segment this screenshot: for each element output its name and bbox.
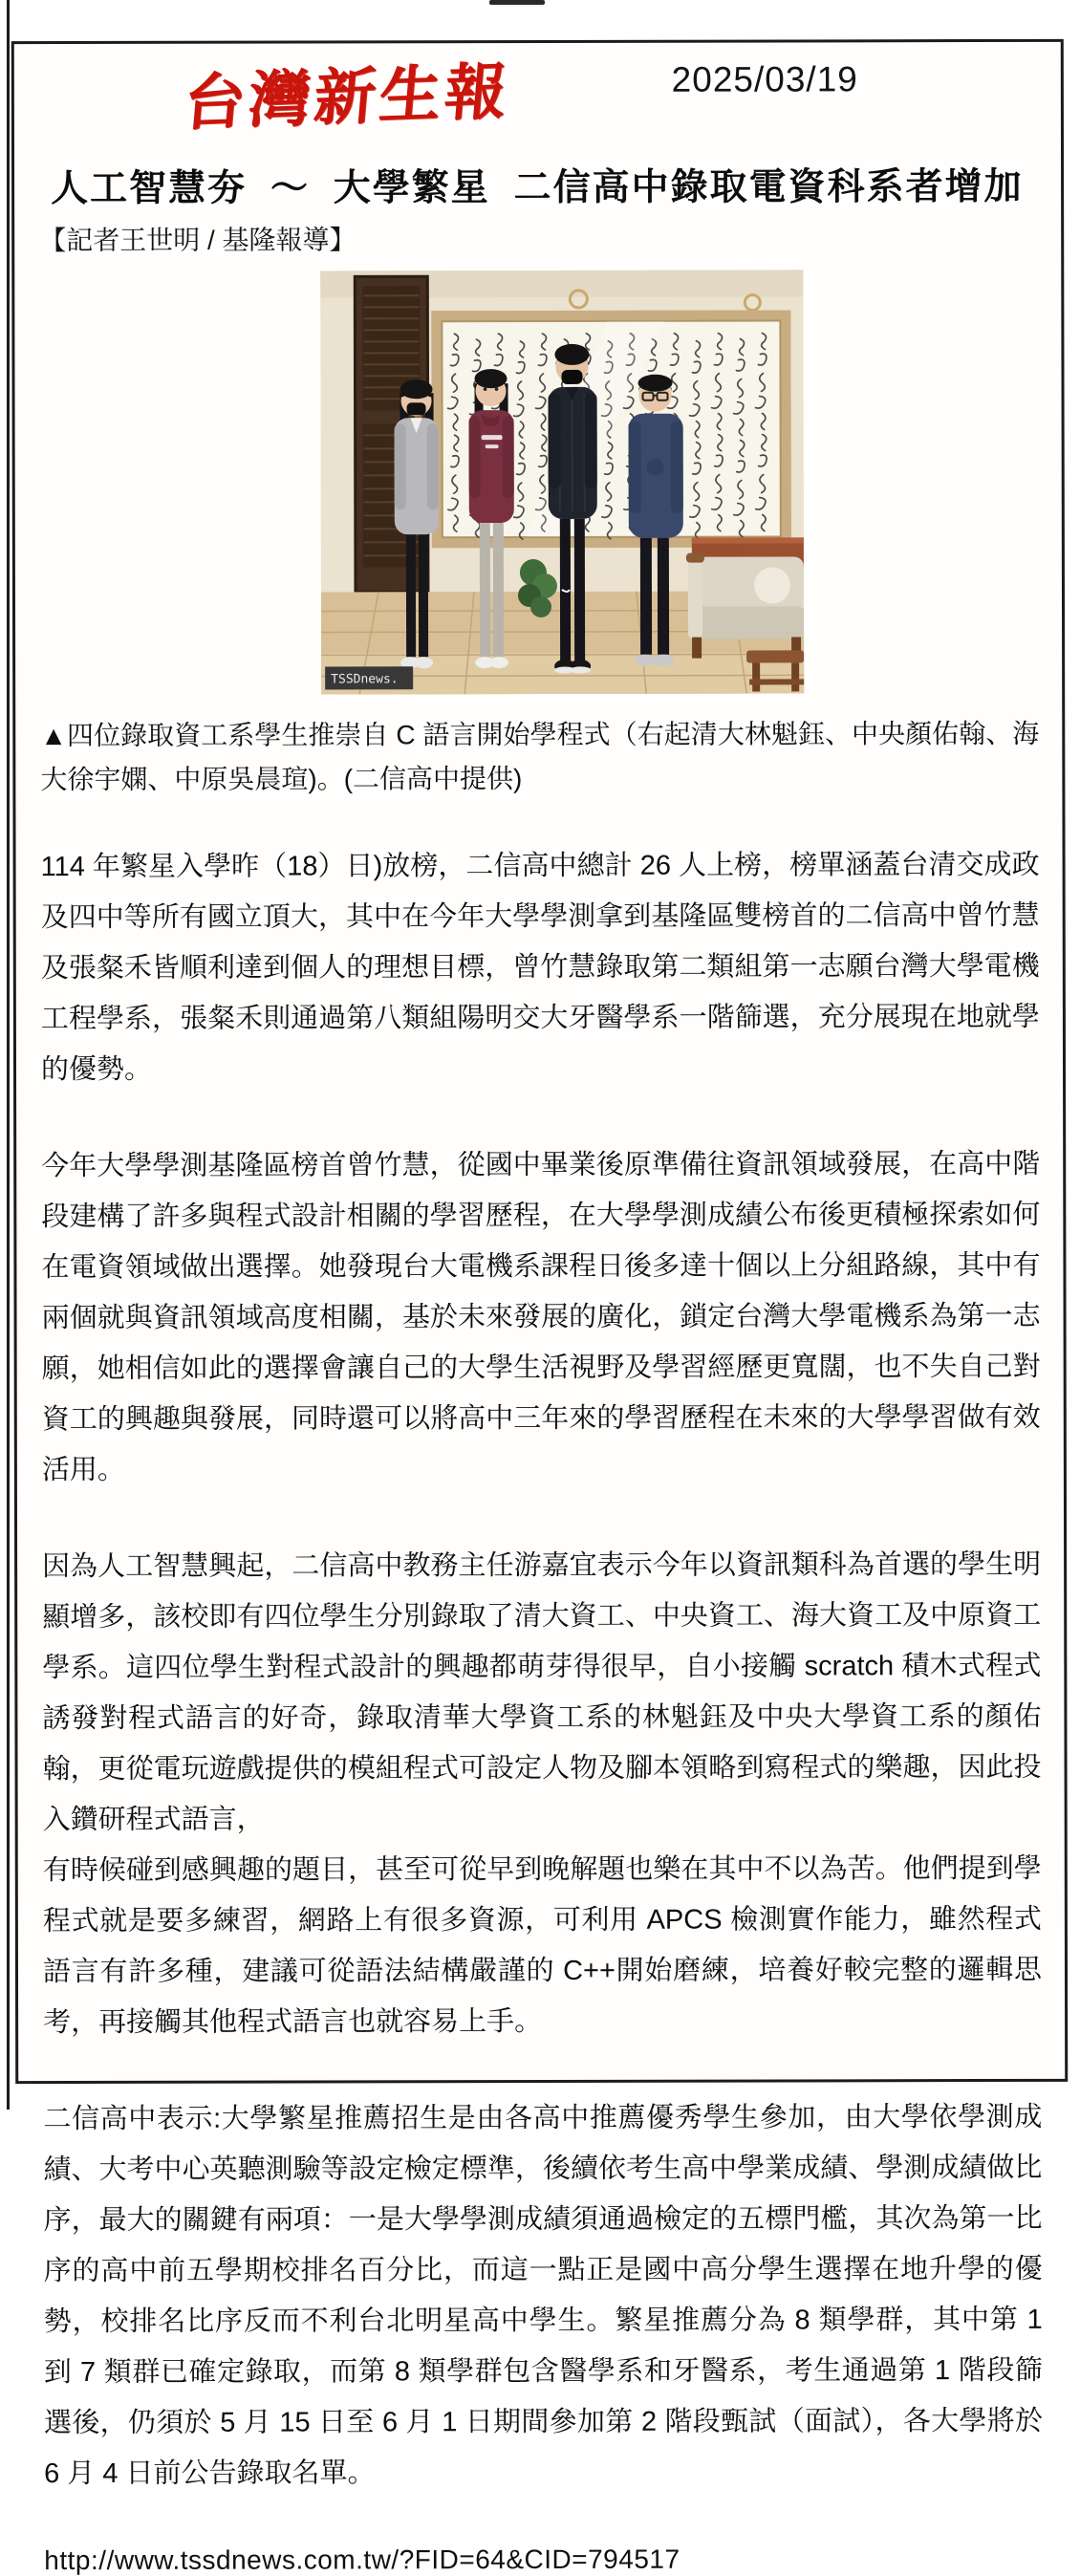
photo-watermark: TSSDnews. [331,672,398,686]
paragraph-4: 有時候碰到感興趣的題目，甚至可從早到晚解題也樂在其中不以為苦。他們提到學程式就是要多練習，網路上有很多資源，可利用 APCS 檢測實作能力，雖然程式語言有許多種，建議可從語法結構嚴謹的 C++開始磨練，培養好較完整的邏輯思考，再接觸其他程式語言也就容易上手。 [43,1844,1042,2048]
headline: 人工智慧夯 ～ 大學繁星 二信高中錄取電資科系者增加 [39,157,1038,212]
paragraph-2: 今年大學學測基隆區榜首曾竹慧，從國中畢業後原準備往資訊領域發展，在高中階段建構了許多與程式設計相關的學習歷程，在大學學測成績公布後更積極探索如何在電資領域做出選擇。她發現台大電機系課程日後多達十個以上分組路線，其中有兩個就與資訊領域高度相關，基於未來發展的廣化，鎖定台灣大學電機系為第一志願，她相信如此的選擇會讓自己的大學生活視野及學習經歷更寬闊，也不失自己對資工的興趣與發展，同時還可以將高中三年來的學習歷程在未來的大學學習做有效活用。 [41,1139,1041,1496]
paragraph-3: 因為人工智慧興起，二信高中教務主任游嘉宜表示今年以資訊類科為首選的學生明顯增多，該校即有四位學生分別錄取了清大資工、中央資工、海大資工及中原資工學系。這四位學生對程式設計的興趣都萌芽得很早，自小接觸 scratch 積木式程式誘發對程式語言的好奇，錄取清華大學資工系的林魁鈺及中央大學資工系的顏佑翰，更從電玩遊戲提供的模組程式可設定人物及腳本領略到寫程式的樂趣，因此投入鑽研程式語言， [42,1540,1042,1846]
byline: 【記者王世明 / 基隆報導】 [39,218,1038,258]
paragraph-1: 114 年繁星入學昨（18）日)放榜，二信高中總計 26 人上榜，榜單涵蓋台清交成政及四中等所有國立頂大，其中在今年大學學測拿到基隆區雙榜首的二信高中曾竹慧及張粲禾皆順利達到個人的理想目標，曾竹慧錄取第二類組第一志願台灣大學電機工程學系，張粲禾則通過第八類組陽明交大牙醫學系一階篩選，充分展現在地就學的優勢。 [41,840,1041,1095]
photo-scene [320,270,804,694]
publish-date: 2025/03/19 [672,59,858,99]
paragraph-5: 二信高中表示:大學繁星推薦招生是由各高中推薦優秀學生參加，由大學依學測成績、大考中心英聽測驗等設定檢定標準，後續依考生高中學業成績、學測成績做比序，最大的關鍵有兩項：一是大學學測成績須通過檢定的五標門檻，其次為第一比序的高中前五學期校排名百分比，而這一點正是國中高分學生選擇在地升學的優勢，校排名比序反而不利台北明星高中學生。繁星推薦分為 8 類學群，其中第 1 到 7 類群已確定錄取，而第 8 類學群包含醫學系和牙醫系，考生通過第 1 階段篩選後，仍須於 5 月 15 日至 6 月 1 日期間參加第 2 階段甄試（面試），各大學將於 6 月 4 日前公告錄取名單。 [43,2092,1043,2500]
photo-caption: ▲四位錄取資工系學生推崇自 C 語言開始學程式（右起清大林魁鈺、中央顏佑翰、海大徐宇嫻、中原吳晨瑄)。(二信高中提供) [40,712,1039,802]
photo-watermark-badge [325,666,413,689]
scan-edge-line [7,0,10,2110]
scan-artifact [489,0,545,5]
masthead-header [39,52,1038,145]
article-body [41,840,1044,2500]
news-photo [320,270,804,694]
scan-border-frame [11,39,1068,2084]
newspaper-logo: 台灣新生報 [180,47,513,147]
source-url: http://www.tssdnews.com.tw/?FID=64&CID=794517 [44,2544,1043,2576]
